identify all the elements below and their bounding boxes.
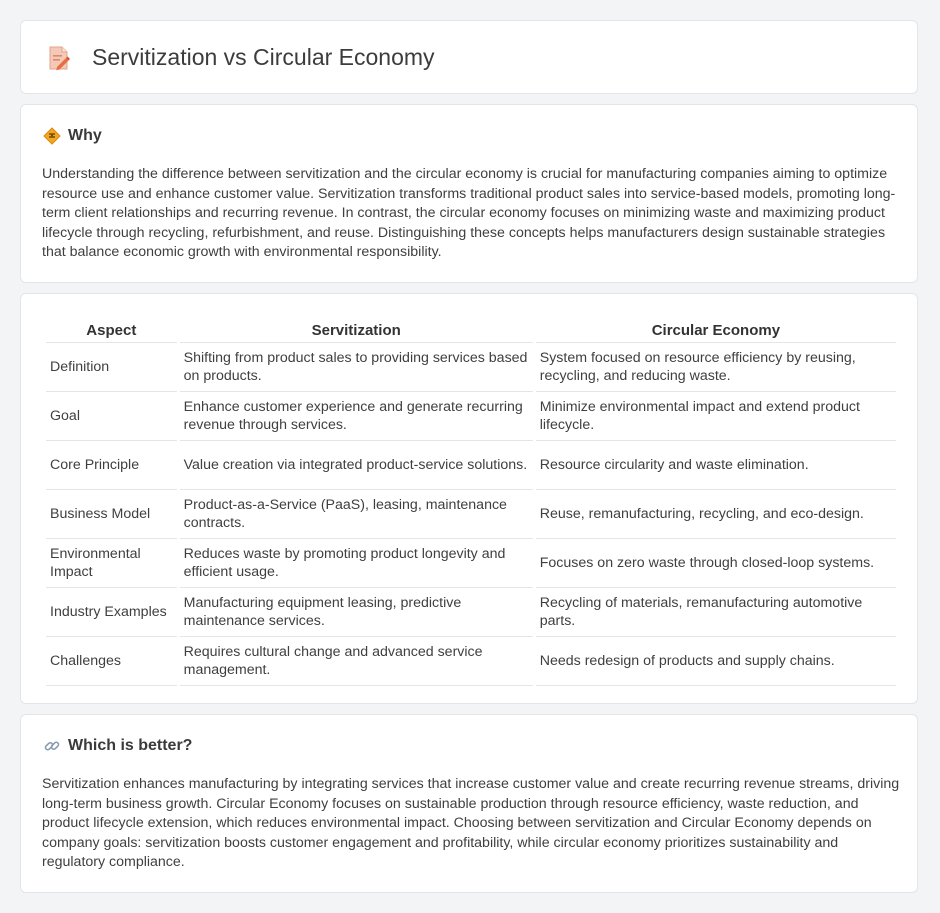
row-circular-economy: Recycling of materials, remanufacturing automotive parts. bbox=[536, 588, 896, 637]
row-servitization: Requires cultural change and advanced service management. bbox=[180, 637, 533, 686]
row-aspect: Industry Examples bbox=[46, 588, 177, 637]
better-title: Which is better? bbox=[68, 737, 193, 754]
which-better-section bbox=[20, 714, 918, 893]
table-row bbox=[46, 539, 896, 588]
why-body: Understanding the difference between servitization and the circular economy is crucial for manufacturing companies aiming to optimize resource use and enhance customer value. Servitization transforms traditional product sales into service-based models, promoting long-term client relationships and recurring revenue. In contrast, the circular economy focuses on minimizing waste and maximizing product lifecycle through recycling, refurbishment, and reuse. Distinguishing these concepts helps manufacturers design sustainable strategies that balance economic growth with environmental responsibility. bbox=[42, 166, 896, 261]
why-section bbox=[20, 104, 918, 283]
row-circular-economy: Focuses on zero waste through closed-loop systems. bbox=[536, 539, 896, 588]
row-servitization: Enhance customer experience and generate recurring revenue through services. bbox=[180, 392, 533, 441]
better-heading bbox=[43, 737, 192, 755]
row-servitization: Product-as-a-Service (PaaS), leasing, maintenance contracts. bbox=[180, 490, 533, 539]
better-body: Servitization enhances manufacturing by integrating services that increase customer value and create recurring revenue streams, driving long-term business growth. Circular Economy focuses on sustainable production through resource efficiency, waste reduction, and product lifecycle extension, which reduces environmental impact. Choosing between servitization and Circular Economy depends on company goals: servitization boosts customer engagement and profitability, while circular economy prioritizes sustainability and regulatory compliance. bbox=[42, 776, 900, 871]
table-row bbox=[46, 343, 896, 392]
table-row bbox=[46, 490, 896, 539]
row-servitization: Manufacturing equipment leasing, predictive maintenance services. bbox=[180, 588, 533, 637]
row-servitization: Value creation via integrated product-service solutions. bbox=[180, 441, 533, 490]
table-row bbox=[46, 588, 896, 637]
row-circular-economy: Minimize environmental impact and extend product lifecycle. bbox=[536, 392, 896, 441]
row-aspect: Definition bbox=[46, 343, 177, 392]
title-card bbox=[20, 20, 918, 94]
row-aspect: Goal bbox=[46, 392, 177, 441]
row-servitization: Reduces waste by promoting product longevity and efficient usage. bbox=[180, 539, 533, 588]
row-aspect: Business Model bbox=[46, 490, 177, 539]
header-servitization: Servitization bbox=[180, 314, 533, 343]
row-circular-economy: Needs redesign of products and supply chains. bbox=[536, 637, 896, 686]
link-icon bbox=[43, 737, 61, 755]
comparison-section bbox=[20, 293, 918, 704]
diamond-sign-icon bbox=[43, 127, 61, 145]
row-aspect: Core Principle bbox=[46, 441, 177, 490]
header-aspect: Aspect bbox=[46, 314, 177, 343]
row-aspect: Challenges bbox=[46, 637, 177, 686]
row-circular-economy: Resource circularity and waste elimination. bbox=[536, 441, 896, 490]
row-aspect: Environmental Impact bbox=[46, 539, 177, 588]
row-circular-economy: System focused on resource efficiency by reusing, recycling, and reducing waste. bbox=[536, 343, 896, 392]
page-title: Servitization vs Circular Economy bbox=[92, 44, 435, 70]
table-header-row bbox=[46, 314, 896, 343]
why-title: Why bbox=[68, 127, 102, 144]
table-row bbox=[46, 637, 896, 686]
header-circular-economy: Circular Economy bbox=[536, 314, 896, 343]
title-row bbox=[47, 44, 435, 71]
comparison-table bbox=[43, 314, 899, 686]
table-row bbox=[46, 441, 896, 490]
document-pencil-icon bbox=[47, 45, 71, 71]
row-circular-economy: Reuse, remanufacturing, recycling, and eco-design. bbox=[536, 490, 896, 539]
row-servitization: Shifting from product sales to providing services based on products. bbox=[180, 343, 533, 392]
why-heading bbox=[43, 127, 102, 145]
table-row bbox=[46, 392, 896, 441]
